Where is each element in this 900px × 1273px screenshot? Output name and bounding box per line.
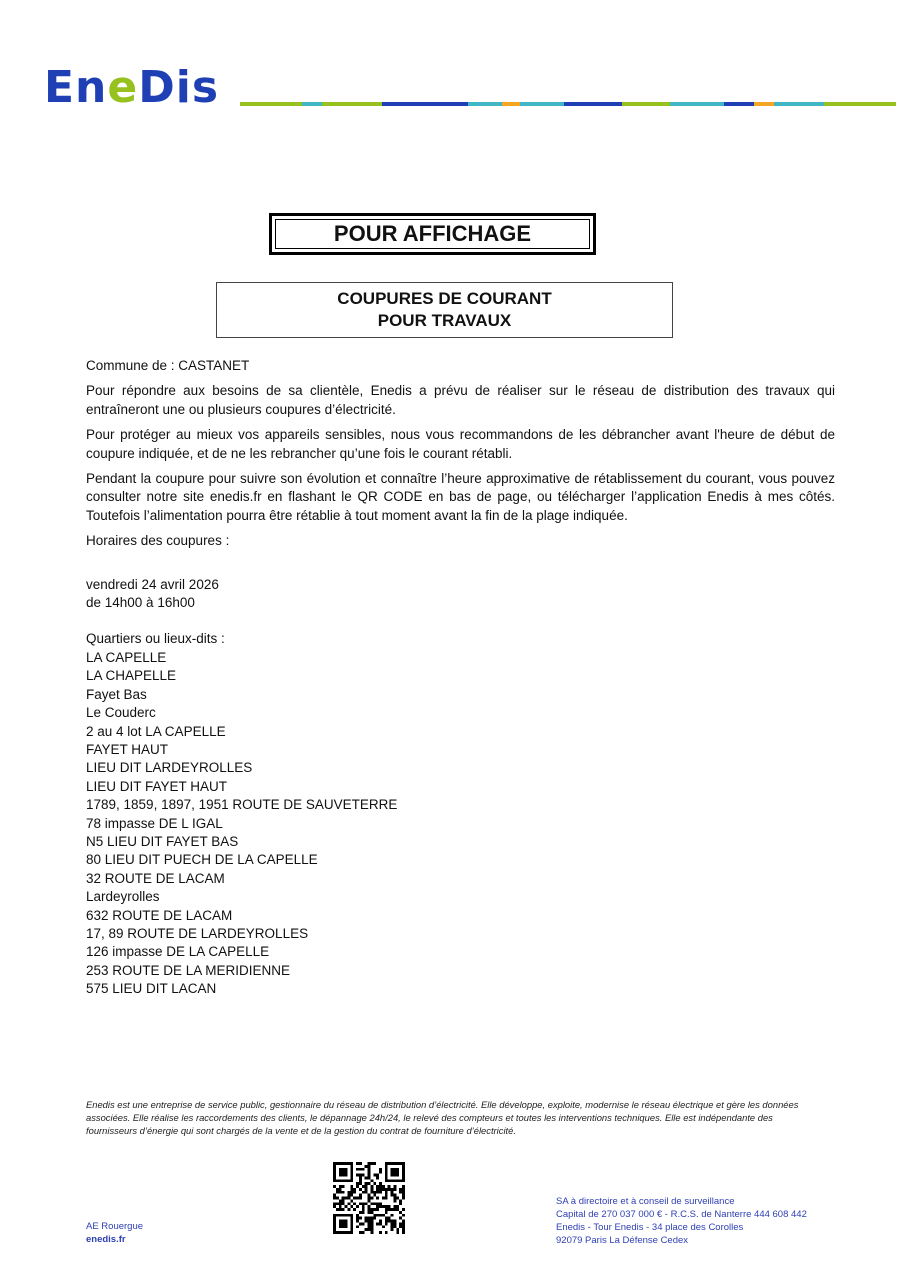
header-stripe	[240, 102, 896, 106]
enedis-logo	[44, 62, 234, 113]
company-line: Enedis - Tour Enedis - 34 place des Corolles	[556, 1222, 744, 1233]
place-item: 78 impasse DE L IGAL	[86, 815, 223, 831]
outage-time: de 14h00 à 16h00	[86, 595, 195, 611]
place-item: 32 ROUTE DE LACAM	[86, 870, 225, 886]
footer-region: AE Rouergue	[86, 1221, 144, 1232]
places-label: Quartiers ou lieux-dits :	[86, 631, 225, 647]
place-item: 1789, 1859, 1897, 1951 ROUTE DE SAUVETERRE	[86, 797, 398, 813]
subtitle-line-1: COUPURES DE COURANT	[337, 289, 552, 308]
footer-site-link[interactable]: enedis.fr	[86, 1234, 126, 1245]
place-item: 17, 89 ROUTE DE LARDEYROLLES	[86, 925, 309, 941]
place-item: LIEU DIT LARDEYROLLES	[86, 760, 253, 776]
page-title: POUR AFFICHAGE	[275, 219, 590, 249]
place-item: FAYET HAUT	[86, 741, 169, 757]
notice-body	[86, 357, 835, 999]
place-item: N5 LIEU DIT FAYET BAS	[86, 833, 239, 849]
place-item: LA CHAPELLE	[86, 668, 177, 684]
footer-disclaimer: Enedis est une entreprise de service public, gestionnaire du réseau de distribution d’électricité. Elle développe, exploite, modernise le réseau électrique et gère les données associées. Elle réalise les raccordements des clients, le dépannage 24h/24, le relevé des compteurs et toutes les interventions techniques. Elle est indépendante des fournisseurs d’énergie qui sont chargés de la vente et de la gestion du contrat de fourniture d’électricité.	[86, 1099, 799, 1136]
paragraph-3: Pendant la coupure pour suivre son évolution et connaître l’heure approximative de rétablissement du courant, vous pouvez consulter notre site enedis.fr en flashant le QR CODE en bas de page, ou télécharger l’application Enedis à mes côtés. Toutefois l’alimentation pourra être rétablie à tout moment avant la fin de la plage indiquée.	[86, 471, 835, 523]
company-line: 92079 Paris La Défense Cedex	[556, 1235, 689, 1246]
place-item: Le Couderc	[86, 705, 156, 721]
pour-affichage-box	[269, 213, 596, 255]
footer-left	[86, 1220, 143, 1246]
paragraph-2: Pour protéger au mieux vos appareils sensibles, nous vous recommandons de les débrancher avant l'heure de début de coupure indiquée, et de ne les rebrancher qu’une fois le courant rétabli.	[86, 427, 835, 461]
subtitle-line-2: POUR TRAVAUX	[377, 311, 512, 330]
commune: Commune de : CASTANET	[86, 358, 250, 373]
place-item: 575 LIEU DIT LACAN	[86, 981, 217, 997]
place-item: Fayet Bas	[86, 686, 147, 702]
place-item: LIEU DIT FAYET HAUT	[86, 778, 228, 794]
paragraph-1: Pour répondre aux besoins de sa clientèle, Enedis a prévu de réaliser sur le réseau de distribution des travaux qui entraîneront une ou plusieurs coupures d’électricité.	[86, 383, 835, 417]
place-item: 632 ROUTE DE LACAM	[86, 907, 233, 923]
footer-company-info	[556, 1195, 807, 1247]
place-item: 2 au 4 lot LA CAPELLE	[86, 723, 226, 739]
outage-date: vendredi 24 avril 2026	[86, 576, 219, 592]
subtitle-box	[216, 282, 673, 338]
place-item: LA CAPELLE	[86, 649, 167, 665]
place-item: 253 ROUTE DE LA MERIDIENNE	[86, 962, 291, 978]
qr-code[interactable]	[333, 1162, 405, 1234]
company-line: Capital de 270 037 000 € - R.C.S. de Nanterre 444 608 442	[556, 1209, 807, 1220]
company-line: SA à directoire et à conseil de surveillance	[556, 1196, 735, 1207]
places-list	[86, 649, 835, 999]
place-item: 80 LIEU DIT PUECH DE LA CAPELLE	[86, 852, 318, 868]
schedule-label: Horaires des coupures :	[86, 533, 230, 549]
logo-wordmark: EneDis	[44, 62, 220, 113]
place-item: Lardeyrolles	[86, 889, 160, 905]
place-item: 126 impasse DE LA CAPELLE	[86, 944, 270, 960]
